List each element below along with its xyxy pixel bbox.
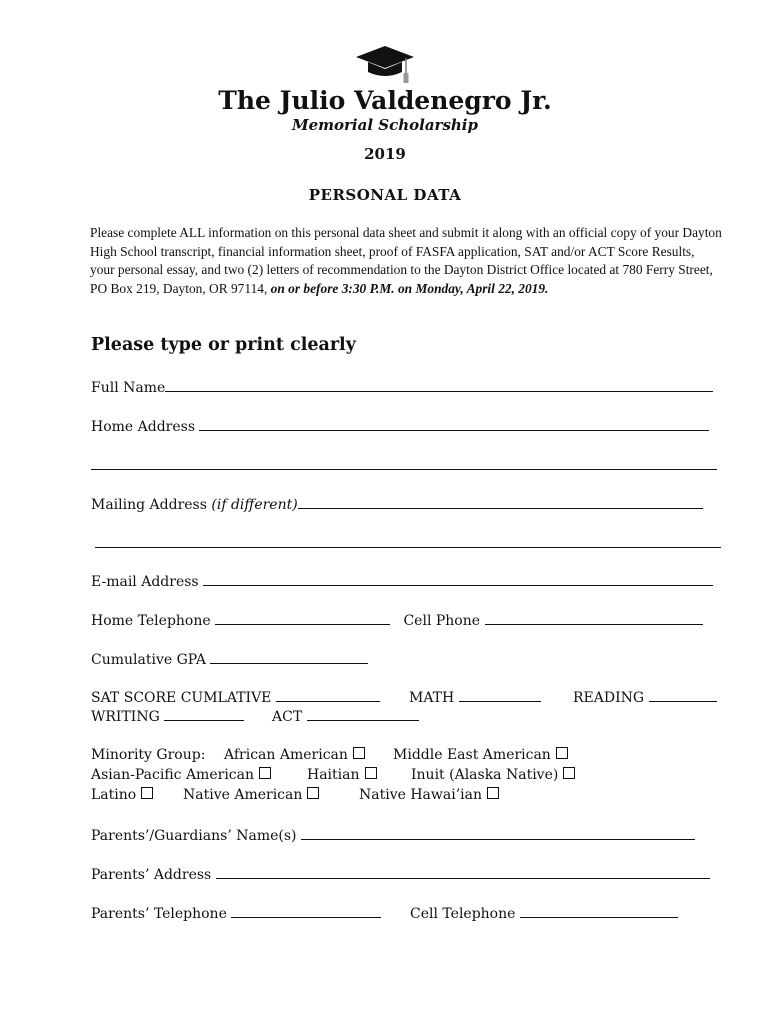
mailing-address-note: (if different)	[211, 497, 298, 513]
option-native-american	[183, 786, 319, 804]
mailing-address-row	[91, 494, 703, 514]
reading-label: READING	[573, 690, 645, 706]
middle-east-checkbox[interactable]	[556, 747, 568, 759]
gpa-field[interactable]	[210, 649, 368, 664]
option-label: Latino	[91, 787, 137, 803]
gpa-label: Cumulative GPA	[91, 652, 207, 668]
option-label: Native Hawai’ian	[359, 787, 482, 803]
mailing-address-label: Mailing Address	[91, 497, 207, 513]
cell-phone-field[interactable]	[485, 610, 703, 625]
intro-text: Please complete ALL information on this personal data sheet and submit it along with an official copy of your Dayton High School transcript, financial information sheet, proof of FASFA application, SAT and/or ACT Score Results, your personal essay, and two (2) letters of recommendation to the Dayton District Office located at 780 Ferry Street, PO Box 219, Dayton, OR 97114,	[90, 225, 722, 296]
sat-field[interactable]	[276, 687, 380, 702]
mailing-address-field-2[interactable]	[95, 533, 721, 548]
parents-phone-label: Parents’ Telephone	[91, 906, 227, 922]
full-name-label: Full Name	[91, 380, 166, 396]
gpa-row	[91, 649, 368, 669]
option-asian-pacific	[91, 766, 271, 784]
home-address-label: Home Address	[91, 419, 196, 435]
home-phone-label: Home Telephone	[91, 613, 211, 629]
parents-phone-field[interactable]	[231, 903, 381, 918]
minority-label: Minority Group:	[91, 747, 206, 763]
parents-address-label: Parents’ Address	[91, 867, 212, 883]
email-label: E-mail Address	[91, 574, 199, 590]
option-label: African American	[224, 747, 348, 763]
home-address-row	[91, 416, 709, 436]
parents-cell-label: Cell Telephone	[410, 906, 516, 922]
full-name-field[interactable]	[165, 377, 713, 392]
parents-address-field[interactable]	[216, 864, 710, 879]
math-label: MATH	[409, 690, 455, 706]
reading-field[interactable]	[649, 687, 717, 702]
option-haitian	[307, 766, 377, 784]
phone-row	[91, 610, 703, 630]
parents-name-label: Parents’/Guardians’ Name(s)	[91, 828, 297, 844]
section-heading: PERSONAL DATA	[308, 186, 462, 204]
parents-name-field[interactable]	[301, 825, 695, 840]
writing-row	[91, 706, 244, 726]
haitian-checkbox[interactable]	[365, 767, 377, 779]
reading-row	[573, 687, 717, 707]
option-label: Asian-Pacific American	[91, 767, 254, 783]
home-address-field[interactable]	[199, 416, 709, 431]
email-field[interactable]	[203, 571, 713, 586]
act-field[interactable]	[307, 706, 419, 721]
instructions-heading: Please type or print clearly	[91, 335, 356, 355]
home-phone-field[interactable]	[215, 610, 390, 625]
intro-deadline: on or before 3:30 P.M. on Monday, April 22, 2019.	[270, 280, 549, 296]
home-address-field-2[interactable]	[91, 455, 717, 470]
intro-paragraph	[90, 224, 722, 298]
sat-row	[91, 687, 380, 707]
option-middle-east	[393, 746, 568, 764]
sat-label: SAT SCORE CUMLATIVE	[91, 690, 272, 706]
option-inuit	[411, 766, 575, 784]
parents-name-row	[91, 825, 695, 845]
option-label: Middle East American	[393, 747, 551, 763]
option-label: Native American	[183, 787, 303, 803]
graduation-cap-icon	[354, 44, 416, 86]
scholarship-subtitle: Memorial Scholarship	[292, 116, 478, 134]
option-label: Haitian	[307, 767, 360, 783]
writing-label: WRITING	[91, 709, 160, 725]
act-label: ACT	[272, 709, 303, 725]
native-hawaiian-checkbox[interactable]	[487, 787, 499, 799]
full-name-row	[91, 377, 713, 397]
mailing-address-row-2	[95, 533, 721, 553]
parents-phone-row	[91, 903, 381, 923]
math-row	[409, 687, 541, 707]
math-field[interactable]	[459, 687, 541, 702]
asian-pacific-checkbox[interactable]	[259, 767, 271, 779]
parents-cell-field[interactable]	[520, 903, 678, 918]
parents-cell-row	[410, 903, 678, 923]
option-label: Inuit (Alaska Native)	[411, 767, 559, 783]
african-american-checkbox[interactable]	[353, 747, 365, 759]
mailing-address-field[interactable]	[298, 494, 703, 509]
home-address-row-2	[91, 455, 717, 475]
native-american-checkbox[interactable]	[307, 787, 319, 799]
act-row	[272, 706, 419, 726]
option-latino	[91, 786, 153, 804]
option-native-hawaiian	[359, 786, 499, 804]
scholarship-year: 2019	[364, 145, 406, 163]
option-african-american	[224, 746, 365, 764]
parents-address-row	[91, 864, 710, 884]
latino-checkbox[interactable]	[141, 787, 153, 799]
cell-phone-label: Cell Phone	[403, 613, 481, 629]
scholarship-title: The Julio Valdenegro Jr.	[218, 86, 552, 115]
writing-field[interactable]	[164, 706, 244, 721]
email-row	[91, 571, 713, 591]
inuit-checkbox[interactable]	[563, 767, 575, 779]
